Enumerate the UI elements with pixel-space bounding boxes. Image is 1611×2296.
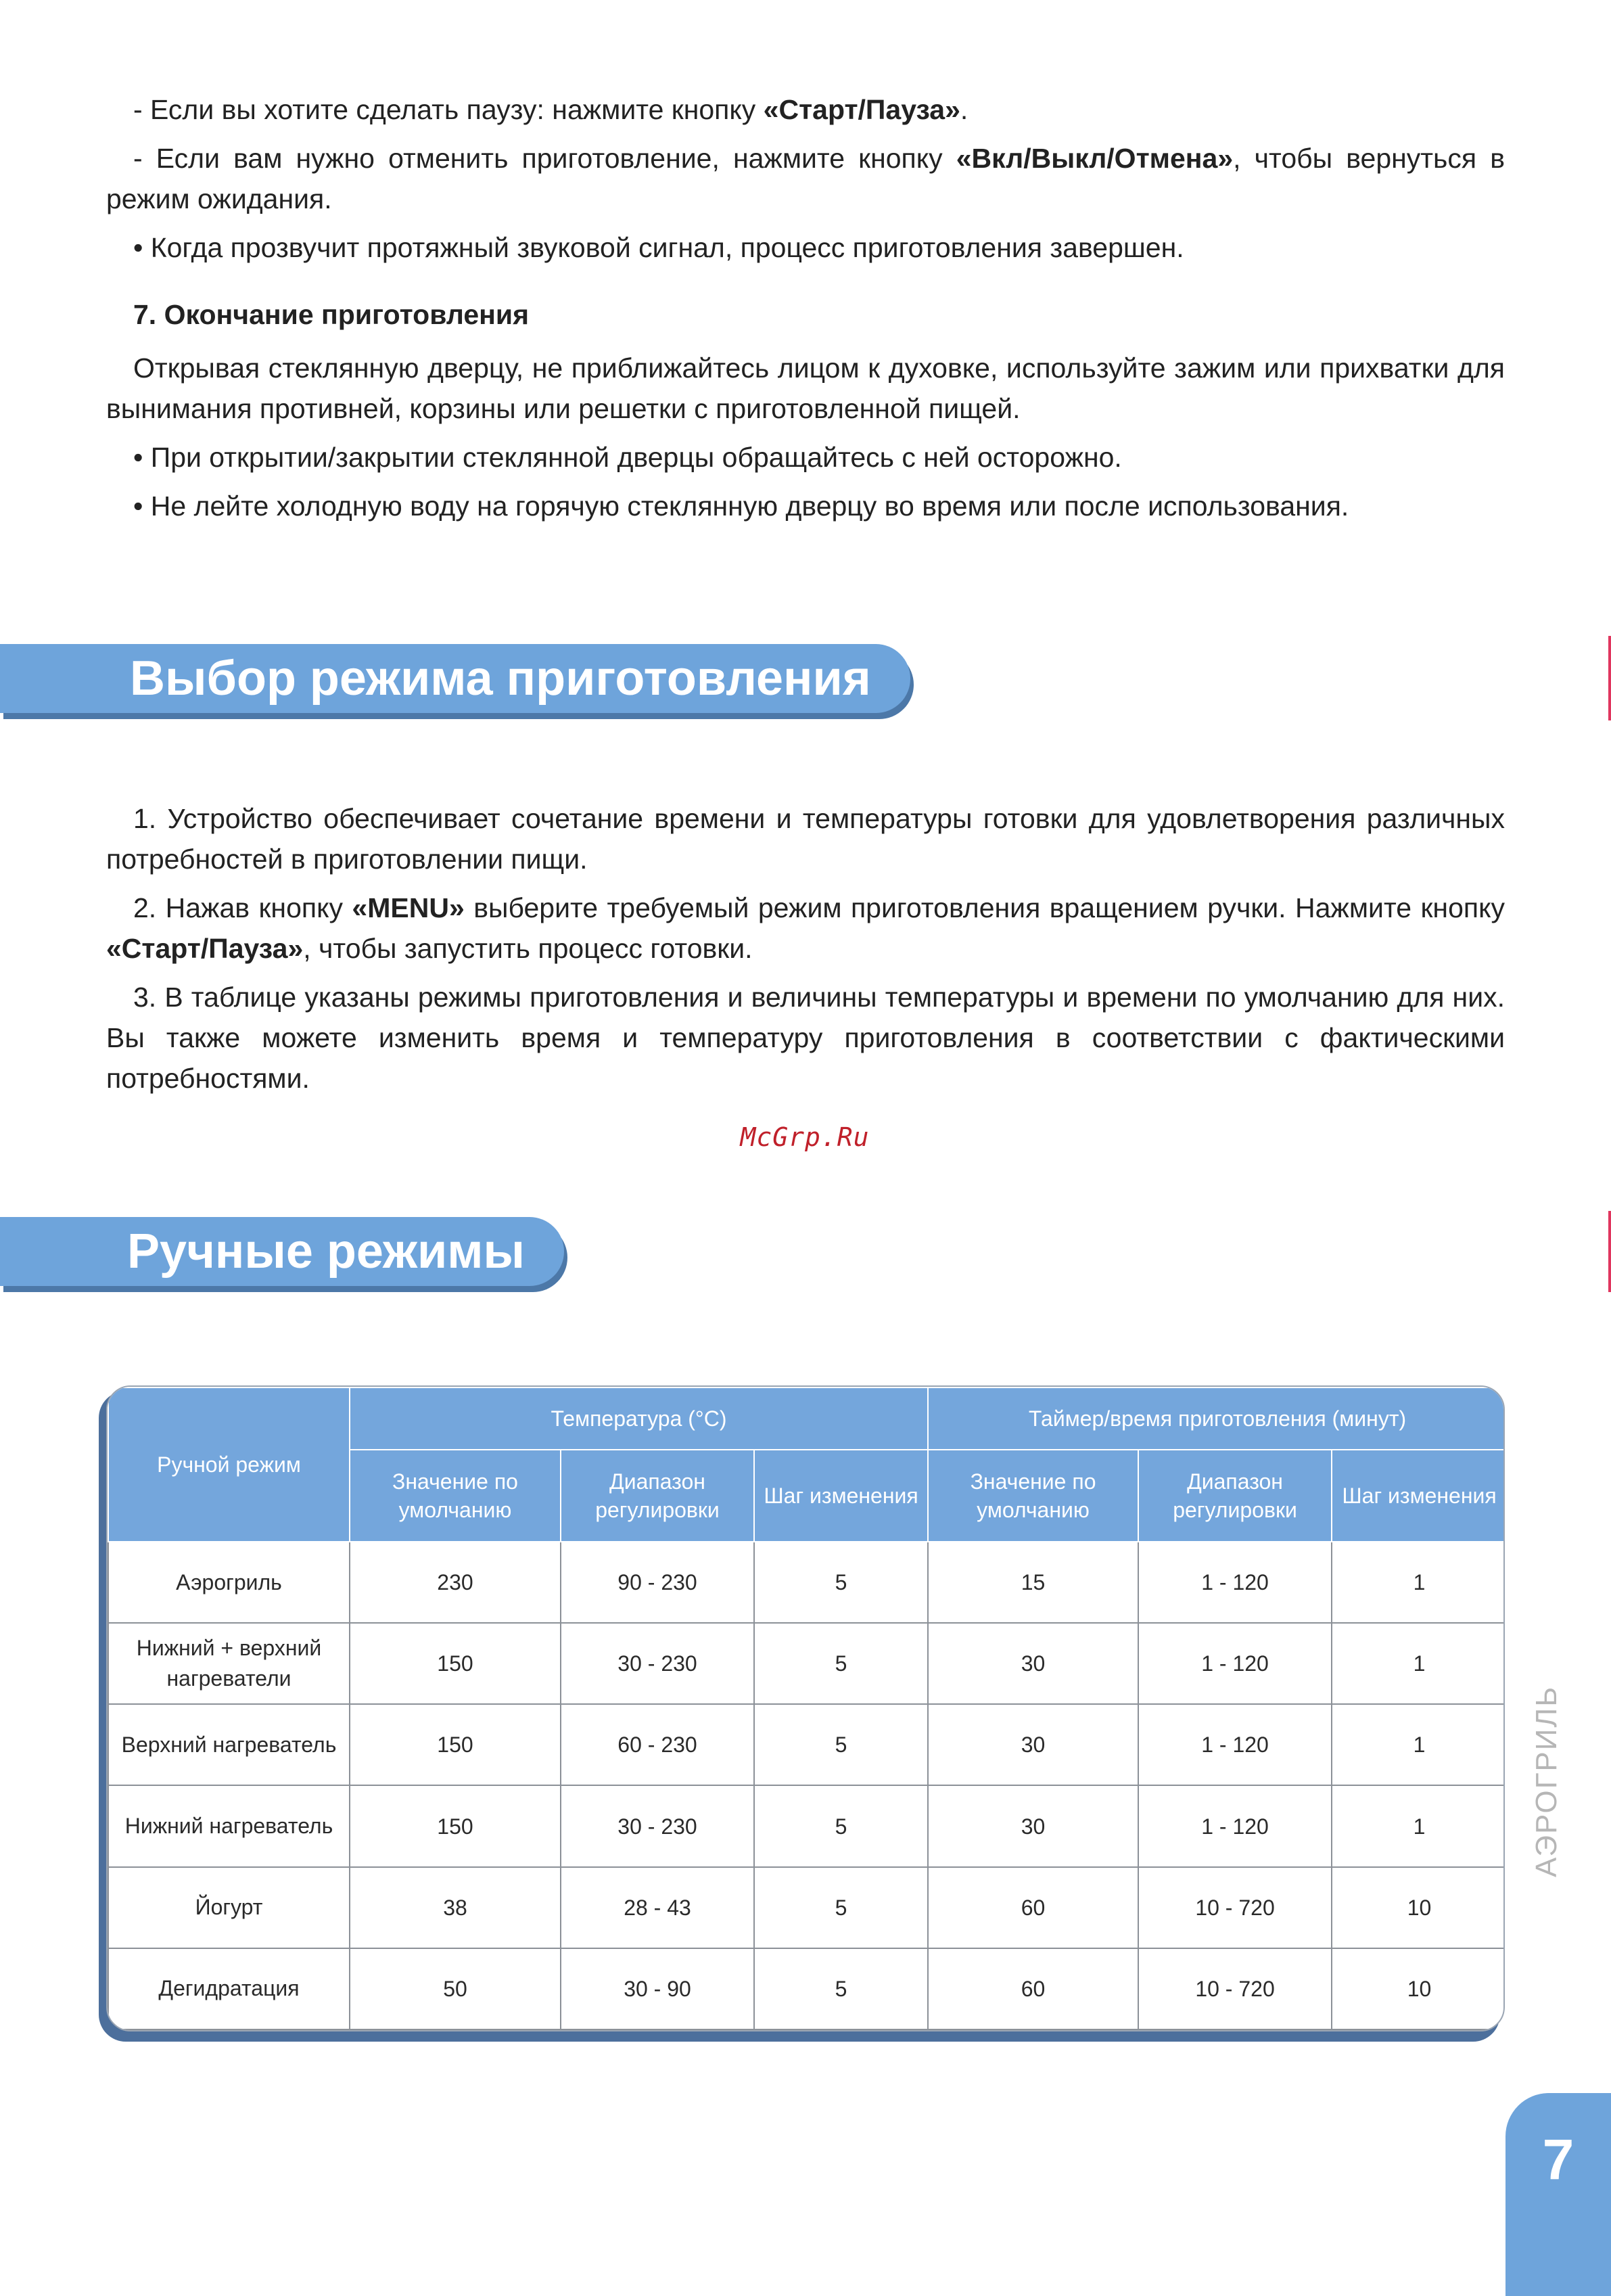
edge-mark-2 [1608,1211,1611,1292]
cell-temp-range: 30 - 230 [561,1623,754,1704]
header-mode: Ручной режим [108,1387,350,1542]
cell-temp-default: 230 [350,1542,561,1623]
cell-temp-range: 90 - 230 [561,1542,754,1623]
cell-temp-step: 5 [754,1542,928,1623]
manual-modes-table [106,1385,1505,2031]
pause-instruction: - Если вы хотите сделать паузу: нажмите кнопку «Старт/Пауза». [133,94,968,125]
section7-heading: 7. Окончание приготовления [133,299,530,330]
table-row [108,1542,1505,1623]
manual-modes-title: Ручные режимы [127,1224,526,1279]
cell-time-default: 30 [928,1785,1138,1866]
cell-temp-default: 38 [350,1867,561,1948]
signal-note: • Когда прозвучит протяжный звуковой сигнал, процесс приготовления завершен. [133,232,1184,263]
cell-time-step: 1 [1332,1785,1505,1866]
cell-temp-default: 50 [350,1948,561,2029]
table-row [108,1867,1505,1948]
table-row [108,1704,1505,1785]
cell-time-range: 10 - 720 [1138,1948,1332,2029]
mode-select-banner [0,644,910,713]
table-row [108,1948,1505,2029]
mode-select-p1: 1. Устройство обеспечивает сочетание времени и температуры готовки для удовлетворения различных потребностей в приготовлении пищи. [106,803,1505,875]
cell-temp-default: 150 [350,1623,561,1704]
header-time-step: Шаг изменения [1332,1450,1505,1542]
table-row [108,1623,1505,1704]
header-temperature: Температура (°C) [350,1387,928,1450]
section7-text: Открывая стеклянную дверцу, не приближайтесь лицом к духовке, используйте зажим или прихватки для вынимания противней, корзины или решетки с приготовленной пищей. [106,352,1505,424]
cell-time-step: 10 [1332,1948,1505,2029]
cell-time-step: 1 [1332,1542,1505,1623]
cell-time-step: 1 [1332,1623,1505,1704]
cell-time-default: 60 [928,1948,1138,2029]
cell-mode: Аэрогриль [108,1542,350,1623]
cell-time-range: 1 - 120 [1138,1704,1332,1785]
header-temp-default: Значение по умолчанию [350,1450,561,1542]
cell-mode: Верхний нагреватель [108,1704,350,1785]
manual-modes-banner [0,1217,564,1286]
cell-mode: Дегидратация [108,1948,350,2029]
page-number-tab [1505,2093,1611,2296]
table-row [108,1785,1505,1866]
header-timer: Таймер/время приготовления (минут) [928,1387,1505,1450]
section7-bullet2: • Не лейте холодную воду на горячую стеклянную дверцу во время или после использования. [133,490,1349,522]
cell-time-range: 1 - 120 [1138,1542,1332,1623]
cell-temp-range: 28 - 43 [561,1867,754,1948]
cell-temp-default: 150 [350,1704,561,1785]
header-temp-range: Диапазон регулировки [561,1450,754,1542]
cell-time-default: 60 [928,1867,1138,1948]
cell-time-range: 1 - 120 [1138,1623,1332,1704]
cell-temp-step: 5 [754,1623,928,1704]
cell-temp-default: 150 [350,1785,561,1866]
cancel-instruction: - Если вам нужно отменить приготовление, нажмите кнопку «Вкл/Выкл/Отмена», чтобы вернуться в режим ожидания. [106,143,1505,214]
header-temp-step: Шаг изменения [754,1450,928,1542]
cell-time-default: 30 [928,1704,1138,1785]
cell-time-default: 30 [928,1623,1138,1704]
edge-mark-1 [1608,636,1611,720]
side-section-label: АЭРОГРИЛЬ [1530,1685,1563,1877]
cell-temp-step: 5 [754,1785,928,1866]
watermark-text: McGrp.Ru [740,1122,870,1152]
cell-temp-step: 5 [754,1704,928,1785]
page-number: 7 [1542,2128,1574,2191]
cell-mode: Йогурт [108,1867,350,1948]
cell-temp-range: 30 - 90 [561,1948,754,2029]
cell-time-default: 15 [928,1542,1138,1623]
cell-time-range: 10 - 720 [1138,1867,1332,1948]
header-time-range: Диапазон регулировки [1138,1450,1332,1542]
cell-mode: Нижний нагреватель [108,1785,350,1866]
cell-temp-step: 5 [754,1948,928,2029]
cell-temp-range: 30 - 230 [561,1785,754,1866]
section7-bullet1: • При открытии/закрытии стеклянной дверцы обращайтесь с ней осторожно. [133,442,1122,473]
cell-time-step: 1 [1332,1704,1505,1785]
header-time-default: Значение по умолчанию [928,1450,1138,1542]
mode-select-p2: 2. Нажав кнопку «MENU» выберите требуемый режим приготовления вращением ручки. Нажмите кнопку «Старт/Пауза», чтобы запустить процесс готовки. [106,892,1505,964]
cell-time-step: 10 [1332,1867,1505,1948]
cell-temp-range: 60 - 230 [561,1704,754,1785]
cell-temp-step: 5 [754,1867,928,1948]
mode-select-title: Выбор режима приготовления [130,651,871,706]
cell-mode: Нижний + верхний нагреватели [108,1623,350,1704]
cell-time-range: 1 - 120 [1138,1785,1332,1866]
mode-select-p3: 3. В таблице указаны режимы приготовления и величины температуры и времени по умолчанию для них. Вы также можете изменить время и температуру приготовления в соответствии с фактическими потребностями. [106,982,1505,1094]
